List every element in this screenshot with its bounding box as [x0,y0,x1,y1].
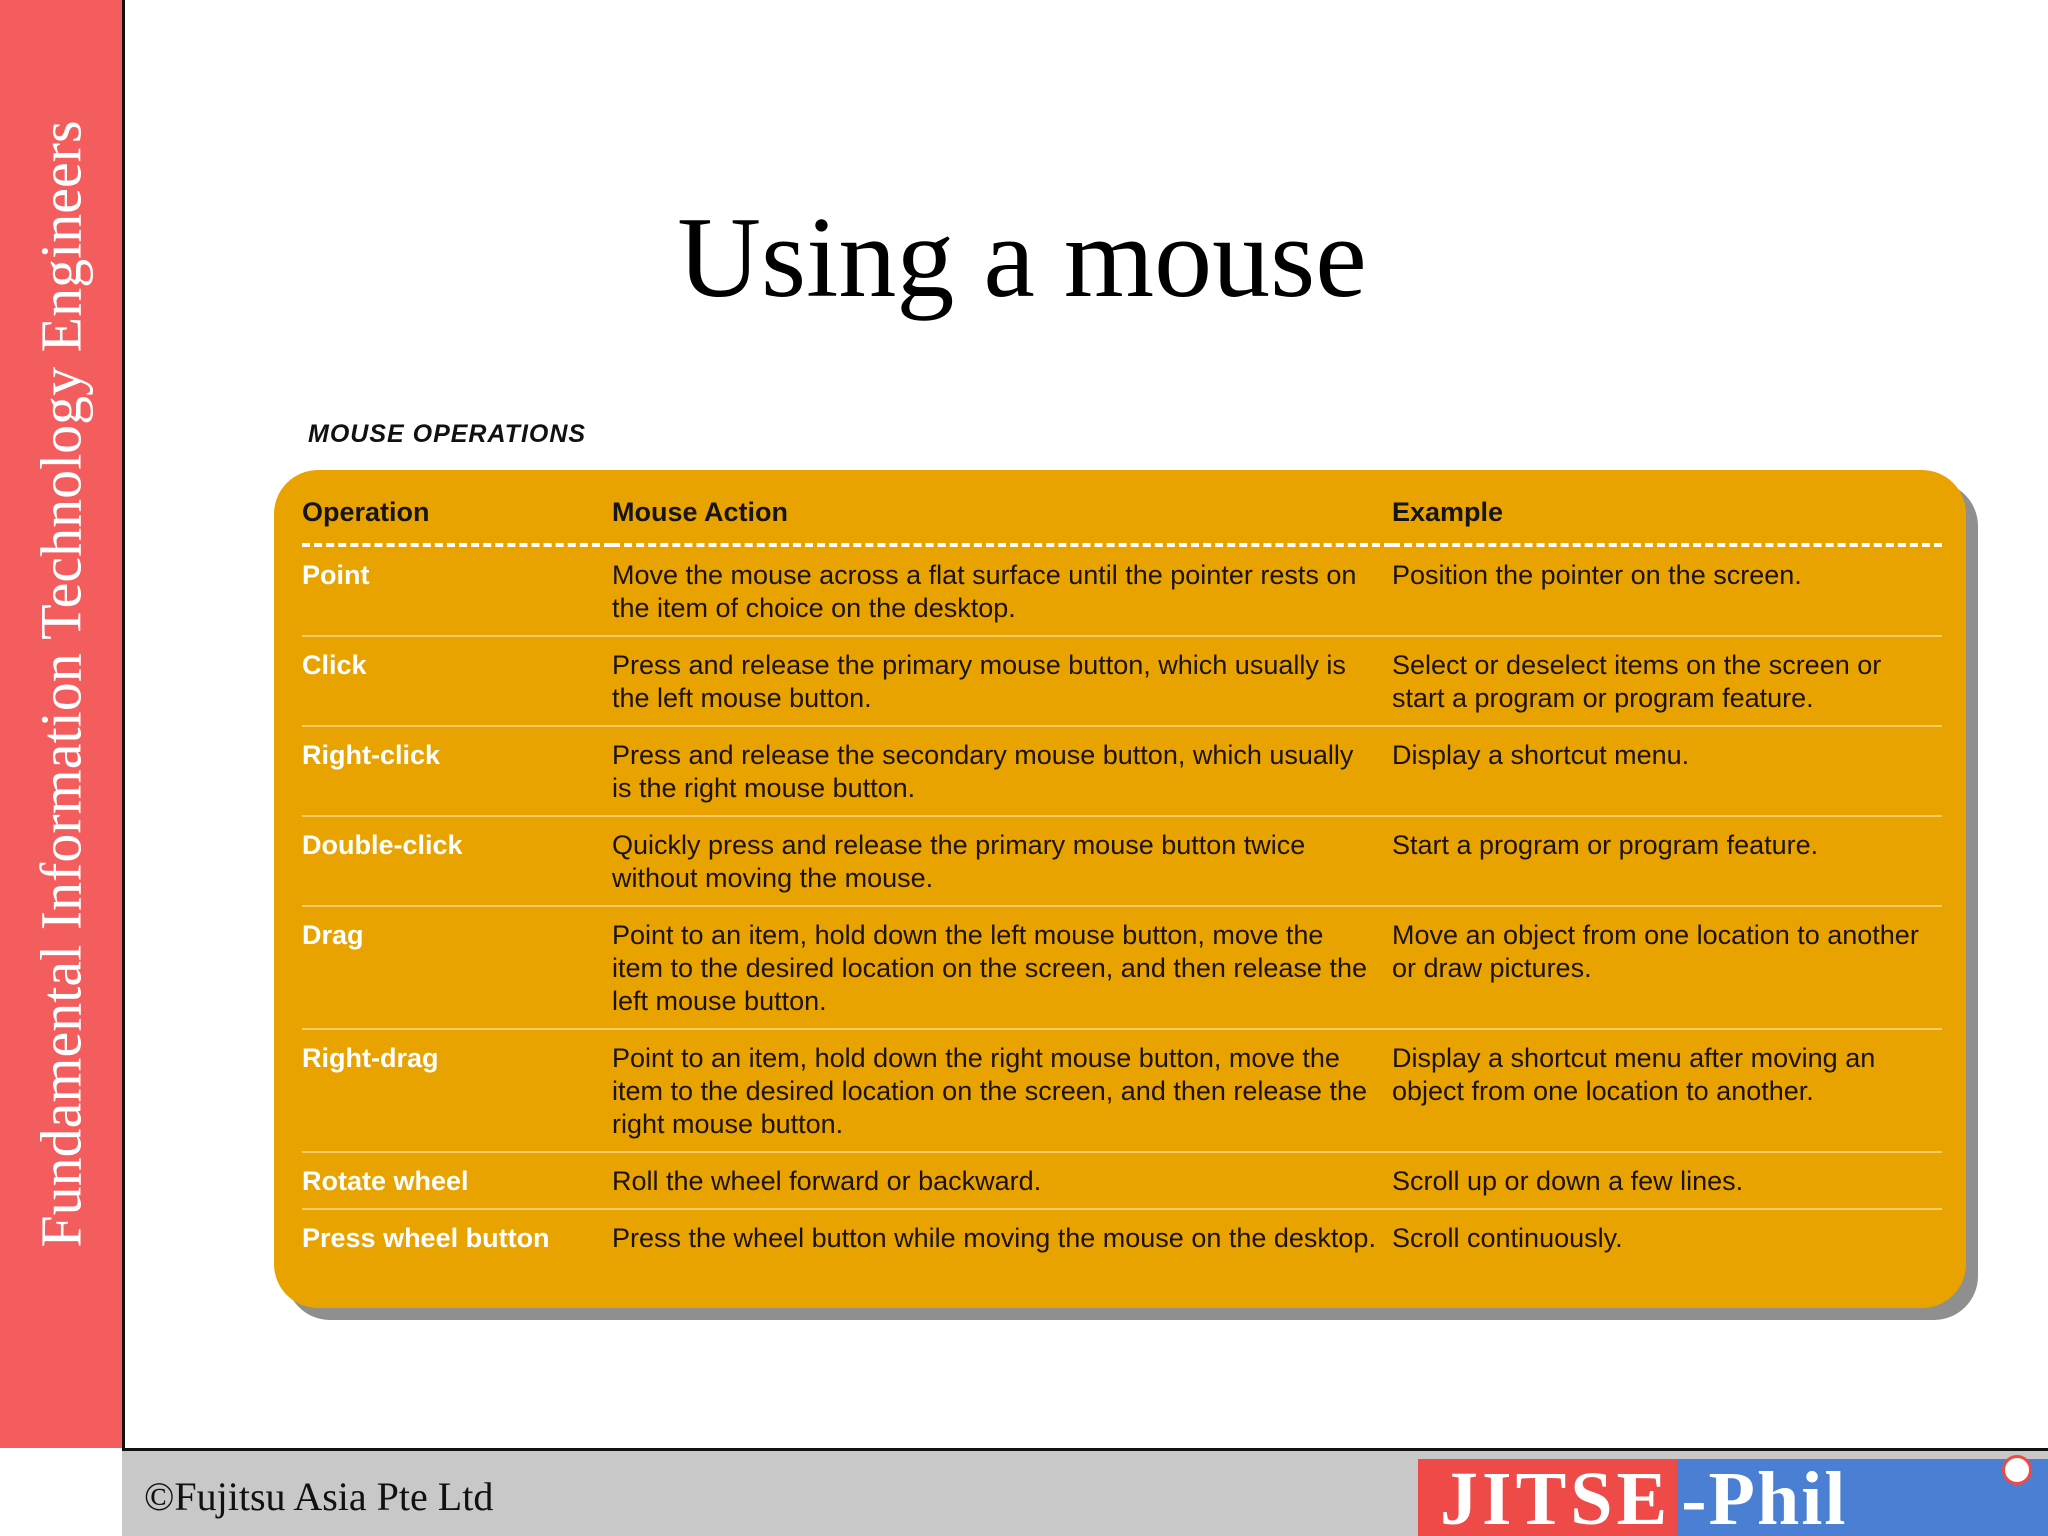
operation-cell: Point [302,545,612,636]
header-mouse-action: Mouse Action [612,496,1392,545]
table-row [302,1152,1942,1209]
mouse-action-cell: Quickly press and release the primary mouse button twice without moving the mouse. [612,816,1392,906]
example-cell: Scroll up or down a few lines. [1392,1152,1942,1209]
mouse-action-cell: Move the mouse across a flat surface until the pointer rests on the item of choice on the desktop. [612,545,1392,636]
operation-cell: Right-drag [302,1029,612,1152]
example-cell: Display a shortcut menu after moving an object from one location to another. [1392,1029,1942,1152]
example-cell: Scroll continuously. [1392,1223,1623,1253]
registered-mark-icon [2002,1455,2032,1485]
mouse-action-cell: Press the wheel button while moving the mouse on the desktop. [612,1223,1376,1253]
header-example: Example [1392,496,1942,545]
table-row [302,1029,1942,1152]
logo-text-left: JITSE [1418,1459,1677,1536]
mouse-action-cell: Point to an item, hold down the right mouse button, move the item to the desired location on the screen, and then release the right mouse button. [612,1029,1392,1152]
mouse-operations-panel [274,470,1966,1308]
header-operation: Operation [302,496,612,545]
example-cell: Start a program or program feature. [1392,816,1942,906]
slide-title: Using a mouse [677,194,1367,322]
mouse-action-cell: Point to an item, hold down the left mouse button, move the item to the desired location on the screen, and then release the left mouse button. [612,906,1392,1029]
example-cell: Move an object from one location to another or draw pictures. [1392,906,1942,1029]
table-row [302,1209,1942,1265]
example-cell: Position the pointer on the screen. [1392,545,1942,636]
example-cell: Display a shortcut menu. [1392,726,1942,816]
table-row [302,906,1942,1029]
side-banner [0,0,125,1448]
side-banner-text: Fundamental Information Technology Engineers [28,120,94,1248]
table-row [302,726,1942,816]
example-cell: Select or deselect items on the screen or start a program or program feature. [1392,636,1942,726]
operation-cell: Right-click [302,726,612,816]
operation-cell: Drag [302,906,612,1029]
operation-cell: Click [302,636,612,726]
jitse-phil-logo [1418,1459,2048,1536]
table-row [302,816,1942,906]
footer-bar [122,1448,2048,1536]
logo-text-right: -Phil [1677,1459,2048,1536]
table-row [302,545,1942,636]
mouse-action-cell: Press and release the primary mouse button, which usually is the left mouse button. [612,636,1392,726]
operation-cell: Double-click [302,816,612,906]
section-label: MOUSE OPERATIONS [308,420,587,448]
copyright-text: ©Fujitsu Asia Pte Ltd [144,1474,494,1519]
operation-cell: Rotate wheel [302,1152,612,1209]
mouse-action-cell: Roll the wheel forward or backward. [612,1152,1392,1209]
mouse-action-cell: Press and release the secondary mouse button, which usually is the right mouse button. [612,726,1392,816]
operation-cell: Press wheel button [302,1223,550,1253]
mouse-operations-table [302,496,1942,1265]
table-row [302,636,1942,726]
table-header-row [302,496,1942,545]
